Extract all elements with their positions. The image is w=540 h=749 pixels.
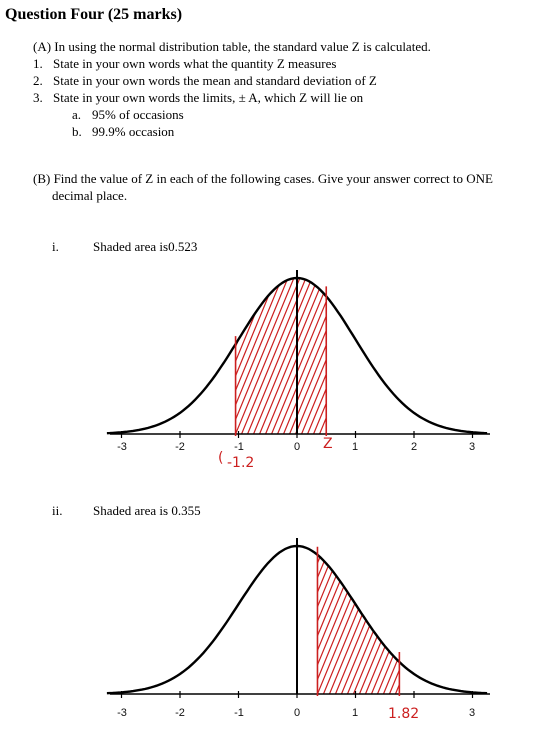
- hatch-line-14: [200, 274, 266, 434]
- hatch-line-35: [407, 534, 473, 694]
- hatch-line-18: [224, 274, 290, 434]
- tick-label-3: 3: [468, 707, 476, 719]
- tick-label-2: 2: [410, 441, 418, 453]
- tick-label-0: 0: [293, 441, 301, 453]
- hatch-line-9: [251, 534, 317, 694]
- hatch-line-25: [347, 534, 413, 694]
- tick-label-minus-1: -1: [234, 707, 244, 719]
- hatch-line-14: [281, 534, 347, 694]
- hatch-line-21: [323, 534, 389, 694]
- question-heading: Question Four (25 marks): [5, 6, 183, 23]
- hatch-line-12: [188, 274, 254, 434]
- hatch-line-1: [203, 534, 269, 694]
- hatch-line-13: [275, 534, 341, 694]
- hatch-line-4: [140, 274, 206, 434]
- hatch-line-5: [146, 274, 212, 434]
- hatch-line-20: [236, 274, 302, 434]
- question-i-number: i.: [52, 239, 59, 254]
- item-text: 99.9% occasion: [92, 124, 175, 139]
- tick-label-0: 0: [293, 707, 301, 719]
- hatch-line-1: [122, 274, 188, 434]
- hatch-line-27: [359, 534, 425, 694]
- hatch-line-8: [164, 274, 230, 434]
- tick-label-minus-2: -2: [175, 441, 185, 453]
- hatch-line-11: [182, 274, 248, 434]
- hatch-line-28: [284, 274, 350, 434]
- hatch-line-24: [341, 534, 407, 694]
- tick-label-minus-1: -1: [234, 441, 244, 453]
- item-number: 3.: [33, 90, 43, 105]
- hatch-line-17: [299, 534, 365, 694]
- part-a-subitem-a: [72, 107, 184, 123]
- tick-label-minus-3: -3: [117, 441, 127, 453]
- graph-1-svg: [0, 262, 540, 482]
- part-b-intro-line-2: decimal place.: [52, 188, 128, 203]
- hatch-line-16: [293, 534, 359, 694]
- hatch-line-8: [245, 534, 311, 694]
- hatch-shading: [197, 534, 479, 694]
- question-i-text: Shaded area is0.523: [93, 239, 198, 254]
- part-a-item-3: [33, 90, 363, 106]
- tick-label-minus-2: -2: [175, 707, 185, 719]
- hatch-line-5: [227, 534, 293, 694]
- hatch-line-22: [248, 274, 314, 434]
- hatch-line-12: [269, 534, 335, 694]
- normal-curve-graph-2: [0, 530, 540, 749]
- hatch-line-25: [266, 274, 332, 434]
- hatch-line-36: [413, 534, 479, 694]
- hatch-line-13: [194, 274, 260, 434]
- item-text: State in your own words the limits, ± A, which Z will lie on: [53, 90, 364, 105]
- handwritten-answer-1: -1.2: [227, 455, 255, 471]
- hatch-line-33: [314, 274, 380, 434]
- item-number: 2.: [33, 73, 43, 88]
- hatch-line-10: [257, 534, 323, 694]
- hatch-line-7: [158, 274, 224, 434]
- part-b-intro-line-1: (B) Find the value of Z in each of the following cases. Give your answer correct to ONE: [33, 171, 493, 186]
- handwritten-bracket: (: [218, 450, 224, 466]
- hatch-line-9: [170, 274, 236, 434]
- hatch-line-37: [338, 274, 404, 434]
- hatch-line-24: [260, 274, 326, 434]
- handwritten-z-label: Z: [323, 436, 333, 452]
- hatch-line-6: [233, 534, 299, 694]
- item-text: State in your own words the mean and standard deviation of Z: [53, 73, 377, 88]
- hatch-line-0: [197, 534, 263, 694]
- item-text: State in your own words what the quantity Z measures: [53, 56, 337, 71]
- hatch-line-34: [401, 534, 467, 694]
- part-a-intro: (A) In using the normal distribution table, the standard value Z is calculated.: [33, 39, 431, 54]
- hatch-line-27: [278, 274, 344, 434]
- tick-label-1: 1: [351, 441, 359, 453]
- hatch-line-17: [218, 274, 284, 434]
- tick-label-minus-3: -3: [117, 707, 127, 719]
- hatch-line-23: [254, 274, 320, 434]
- item-number: a.: [72, 107, 82, 122]
- hatch-line-38: [344, 274, 410, 434]
- hatch-line-20: [317, 534, 383, 694]
- hatch-line-35: [326, 274, 392, 434]
- graph-2-svg: [0, 530, 540, 749]
- tick-label-3: 3: [468, 441, 476, 453]
- hatch-line-31: [302, 274, 368, 434]
- item-text: 95% of occasions: [92, 107, 184, 122]
- hatch-line-0: [116, 274, 182, 434]
- item-number: 1.: [33, 56, 43, 71]
- hatch-line-28: [365, 534, 431, 694]
- hatch-line-34: [320, 274, 386, 434]
- part-a-item-1: [33, 56, 336, 72]
- item-number: b.: [72, 124, 82, 139]
- question-ii-number: ii.: [52, 503, 63, 518]
- handwritten-answer-2: 1.82: [388, 706, 420, 722]
- hatch-line-33: [395, 534, 461, 694]
- normal-curve-graph-1: [0, 262, 540, 482]
- part-a-subitem-b: [72, 124, 174, 140]
- hatch-line-15: [206, 274, 272, 434]
- tick-label-1: 1: [351, 707, 359, 719]
- question-ii-text: Shaded area is 0.355: [93, 503, 201, 518]
- hatch-line-2: [209, 534, 275, 694]
- hatch-line-19: [230, 274, 296, 434]
- hatch-line-31: [383, 534, 449, 694]
- hatch-line-23: [335, 534, 401, 694]
- hatch-line-29: [371, 534, 437, 694]
- hatch-line-3: [134, 274, 200, 434]
- hatch-line-29: [290, 274, 356, 434]
- part-a-item-2: [33, 73, 377, 89]
